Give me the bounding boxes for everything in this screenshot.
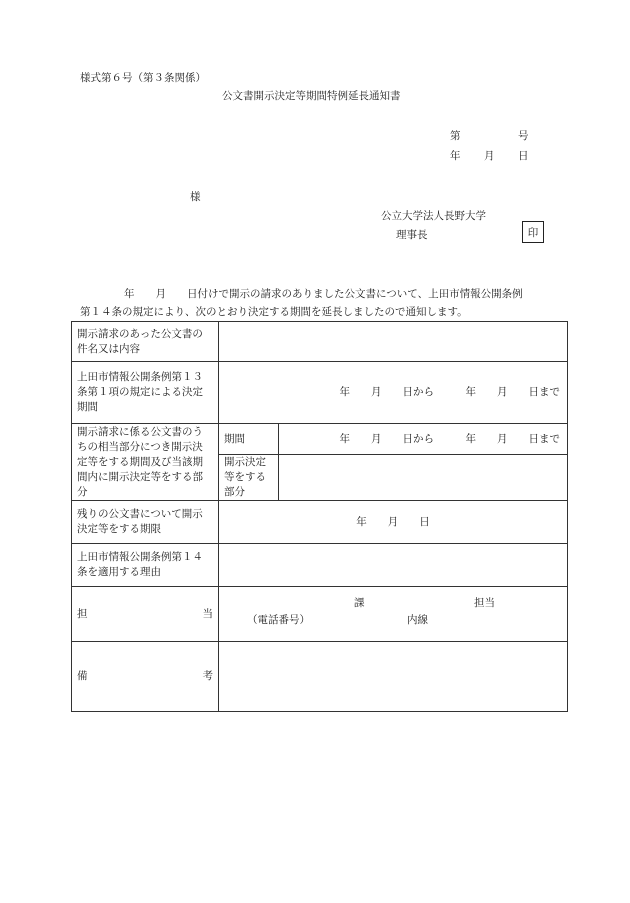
seal-stamp: 印 (522, 221, 544, 243)
body-line-2: 第１４条の規定により、次のとおり決定する期間を延長しましたので通知します。 (80, 306, 468, 318)
row-decision-period-label: 上田市情報公開条例第１３条第１項の規定による決定期間 (72, 362, 219, 424)
row-partial-disclosure-label: 開示請求に係る公文書のうちの相当部分につき開示決定等をする期間及び当該期間内に開示決定等をする部分 (72, 424, 219, 501)
row-deadline-label: 残りの公文書について開示決定等をする期限 (72, 501, 219, 544)
row-period-value: 年 月 日から 年 月 日まで (279, 424, 568, 455)
date-month: 月 (484, 150, 495, 162)
row-reason-value (219, 544, 568, 587)
table-row (72, 362, 568, 424)
contact-tanto: 担当 (474, 597, 495, 609)
table-row (72, 544, 568, 587)
date-year: 年 (450, 150, 461, 162)
table-row (72, 587, 568, 642)
row-part-value (279, 455, 568, 501)
notice-table (71, 321, 568, 712)
row-remarks-value (219, 642, 568, 712)
sender-org: 公立大学法人長野大学 (381, 210, 486, 222)
form-number: 様式第６号（第３条関係） (80, 72, 206, 84)
document-title: 公文書開示決定等期間特例延長通知書 (222, 90, 401, 102)
contact-naisen: 内線 (407, 614, 428, 626)
row-reason-label: 上田市情報公開条例第１４条を適用する理由 (72, 544, 219, 587)
row-decision-period-value: 年 月 日から 年 月 日まで (219, 362, 568, 424)
ref-number-suffix: 号 (518, 130, 529, 142)
date-day: 日 (518, 150, 529, 162)
row-document-subject-value (219, 322, 568, 362)
contact-phone: （電話番号） (247, 614, 310, 626)
addressee-honorific: 様 (190, 191, 201, 203)
contact-ka: 課 (354, 597, 365, 609)
row-remarks-label: 備 考 (72, 642, 219, 712)
table-row (72, 322, 568, 362)
sender-title: 理事長 (396, 229, 428, 241)
row-document-subject-label: 開示請求のあった公文書の件名又は内容 (72, 322, 219, 362)
row-contact-value (219, 587, 568, 642)
table-row (72, 501, 568, 544)
table-row (72, 642, 568, 712)
row-deadline-value: 年 月 日 (219, 501, 568, 544)
row-period-sublabel: 期間 (219, 424, 279, 455)
row-contact-label: 担 当 (72, 587, 219, 642)
row-part-sublabel: 開示決定等をする部分 (219, 455, 279, 501)
ref-number-prefix: 第 (450, 130, 461, 142)
body-line-1: 年 月 日付けで開示の請求のありました公文書について、上田市情報公開条例 (124, 288, 523, 300)
table-row (72, 424, 568, 455)
